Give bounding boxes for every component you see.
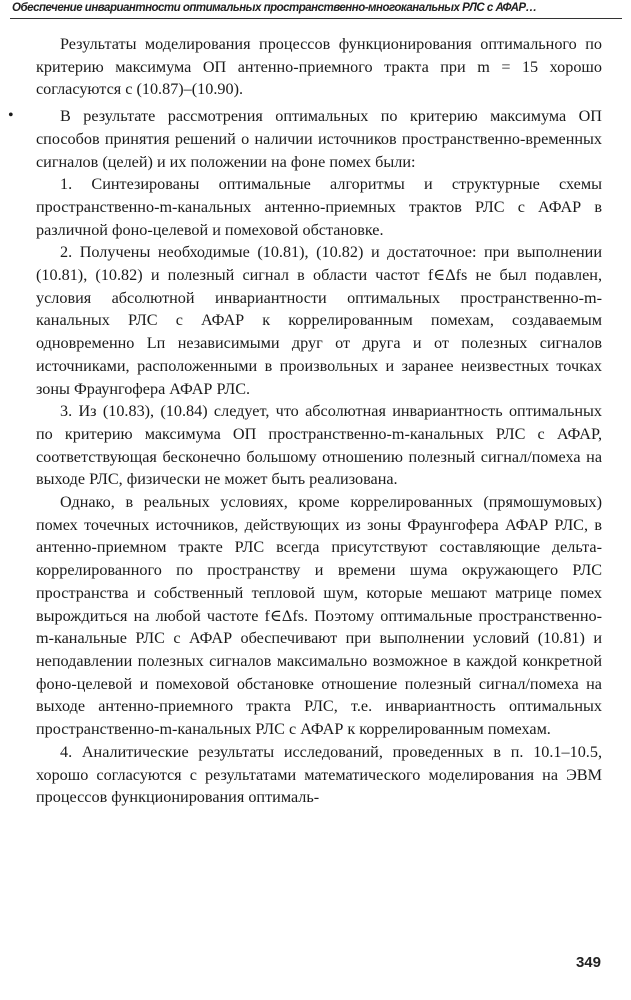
conclusion-item-2: 2. Получены необходимые (10.81), (10.82) и достаточное: при выполнении (10.81), (10.82) и полезный сигнал в области частот f∈Δfs не был подавлен, условия абсолютной инвариантности оптимальных пространственно-m-канальных РЛС с АФАР к коррелированным помехам, создаваемым одновременно Lп независимыми друг от друга и от полезных сигналов источниками, расположенными в произвольных и заранее неизвестных точках зоны Фраунгофера АФАР РЛС. bbox=[36, 243, 602, 398]
conclusions-block bbox=[8, 105, 602, 809]
however-paragraph: Однако, в реальных условиях, кроме коррелированных (прямошумовых) помех точечных источников, действующих из зоны Фраунгофера АФАР РЛС, в антенно-приемном тракте РЛС всегда присутствуют составляющие дельта-коррелированного по пространству и времени шума окружающего РЛС пространства и собственный тепловой шум, которые мешают матрице помех вырождиться на любой частоте f∈Δfs. Поэтому оптимальные пространственно-m-канальные РЛС с АФАР обеспечивают при выполнении условий (10.81) и неподавлении полезных сигналов максимально возможное в каждой конкретной фоно-целевой и помеховой обстановке отношение полезный сигнал/помеха на выходе антенно-приемного тракта РЛС, т.е. инвариантность оптимальных пространственно-m-канальных РЛС с АФАР к коррелированным помехам. bbox=[36, 493, 602, 739]
bullet-marker: • bbox=[8, 107, 14, 125]
conclusion-item-3: 3. Из (10.83), (10.84) следует, что абсолютная инвариантность оптимальных по критерию максимума ОП пространственно-m-канальных РЛС с АФАР, соответствующая бесконечно большому отношению полезный сигнал/помеха на выходе РЛС, физически не может быть реализована. bbox=[36, 402, 602, 489]
running-header: Обеспечение инвариантности оптимальных пространственно-многоканальных РЛС с АФАР… bbox=[12, 2, 537, 14]
conclusions-lead: В результате рассмотрения оптимальных по критерию максимума ОП способов принятия решений о наличии источников пространственно-временных сигналов (целей) и их положении на фоне помех были: bbox=[36, 107, 602, 171]
conclusion-item-1: 1. Синтезированы оптимальные алгоритмы и структурные схемы пространственно-m-канальных антенно-приемных трактов РЛС с АФАР в различной фоно-целевой и помеховой обстановке. bbox=[36, 175, 602, 239]
conclusion-item-4: 4. Аналитические результаты исследований, проведенных в п. 10.1–10.5, хорошо согласуются с результатами математического моделирования на ЭВМ процессов функционирования оптималь- bbox=[36, 742, 602, 807]
page-number: 349 bbox=[575, 954, 601, 971]
intro-paragraph: Результаты моделирования процессов функционирования оптимального по критерию максимума ОП антенно-приемного тракта при m = 15 хорошо согласуются с (10.87)–(10.90). bbox=[36, 35, 602, 99]
page-body bbox=[8, 33, 602, 809]
header-rule bbox=[10, 18, 622, 19]
